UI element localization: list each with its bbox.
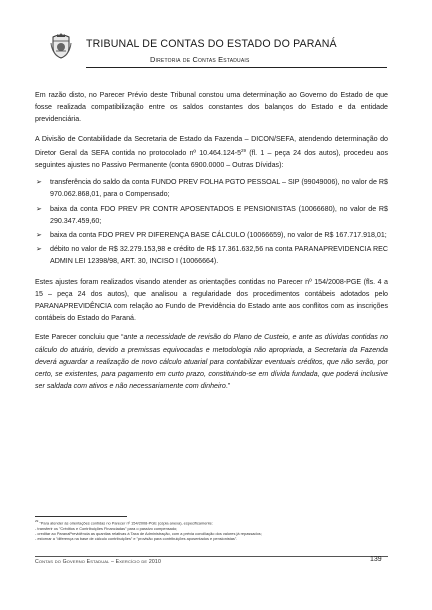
document-body <box>35 89 388 399</box>
paragraph-4 <box>35 331 388 392</box>
footnote-line-4: - estornar a "diferença na base de cálculo contribuições" e "provisão para contribuições aposentados e pensionistas". <box>35 536 238 542</box>
list-item-text: baixa da conta FDO PREV PR CONTR APOSENTADOS E PENSIONISTAS (10066680), no valor de R$ 290.347.459,60; <box>50 204 388 225</box>
footnote-divider <box>35 516 127 517</box>
list-item <box>35 243 388 267</box>
quoted-conclusion: ante a necessidade de revisão do Plano de Custeio, e ante as dúvidas contidas no cálculo do atuário, devido a premissas equivocadas e metodologia não apropriada, a Secretaria da Fazenda deverá aguardar a realização de novo cálculo atuarial para contabilizar eventuais créditos, que não serão, por certo, se existentes, para pagamento em curto prazo, constituindo-se em dívida fundada, que poderá inclusive ser saldada com ativos e não necessariamente com dinheiro <box>35 333 388 391</box>
footnote-ref: 29 <box>241 147 247 153</box>
arrow-bullet-icon: ➢ <box>36 203 43 213</box>
footnote <box>35 519 388 541</box>
header-divider <box>86 67 387 68</box>
footer-divider <box>35 556 388 557</box>
parana-coat-of-arms-icon <box>50 33 72 59</box>
arrow-bullet-icon: ➢ <box>36 230 43 240</box>
footnote-text: "Para atender às orientações contidas no Parecer nº 154/2008-PGE (cópia anexa), especificamente: <box>38 520 213 526</box>
court-title: TRIBUNAL DE CONTAS DO ESTADO DO PARANÁ <box>86 38 337 50</box>
arrow-bullet-icon: ➢ <box>36 244 43 254</box>
paragraph-1: Em razão disto, no Parecer Prévio deste Tribunal constou uma determinação ao Governo do Estado de que fosse realizada compatibilização entre os saldos constantes dos balanços do Estado e da entidade previdenciária. <box>35 91 388 124</box>
footnote-number: 29 <box>35 519 39 523</box>
page-number: 139 <box>370 556 382 563</box>
paragraph-2-text-a: A Divisão de Contabilidade da Secretaria de Estado da Fazenda – DICON/SEFA, atendendo determinação do Diretor Geral da SEFA contida no protocolado nº 10.464.124-5 <box>35 134 388 157</box>
paragraph-3: Estes ajustes foram realizados visando atender as orientações contidas no Parecer nº 154/2008-PGE (fls. 4 a 15 – peça 24 dos autos), que analisou a regularidade dos procedimentos contábeis adotados pelo PARANAPREVIDÊNCIA com relação ao Fundo de Previdência do Estado ante aos conflitos com as inscrições contábeis do Estado do Paraná. <box>35 277 388 323</box>
list-item-text: débito no valor de R$ 32.279.153,98 e crédito de R$ 17.361.632,56 na conta PARANAPREVIDENCIA REC ADMIN LEI 12398/98, ART. 30, INCISO I (10066664). <box>50 245 388 266</box>
list-item <box>35 176 388 200</box>
footer-caption: Contas do Governo Estadual – Exercício de 2010 <box>35 559 161 565</box>
directorate-subtitle: Diretoria de Contas Estaduais <box>150 55 250 64</box>
footnote-line-1 <box>35 519 388 526</box>
list-item <box>35 203 388 227</box>
arrow-bullet-icon: ➢ <box>36 177 43 187</box>
footnote-line-3: - creditar ao ParanaPrevidência as quantias relativas à Taxa de Administração, com a prévia conciliação dos valores já repassados; <box>35 530 262 536</box>
adjustments-list <box>35 176 388 267</box>
footnote-line-2: - transferir os "Créditos e Contribuições Financiadas" para o passivo compensado; <box>35 525 178 531</box>
paragraph-2 <box>35 133 388 172</box>
paragraph-4-text-a: Este Parecer concluiu que “ <box>35 333 124 342</box>
list-item <box>35 229 388 241</box>
list-item-text: transferência do saldo da conta FUNDO PREV FOLHA PGTO PESSOAL – SIP (99049006), no valor de R$ 970.062.868,01, para o Compensado; <box>50 178 388 199</box>
paragraph-4-text-b: .” <box>225 382 231 391</box>
paragraph-2-text-b: (fl. 1 – peça 24 dos autos), procedeu aos seguintes ajustes no Passivo Permanente (conta 6900.0000 – Outras Dívidas): <box>35 148 388 170</box>
list-item-text: baixa da conta FDO PREV PR DIFERENÇA BASE CÁLCULO (10066659), no valor de R$ 167.717.918,01; <box>50 231 387 240</box>
